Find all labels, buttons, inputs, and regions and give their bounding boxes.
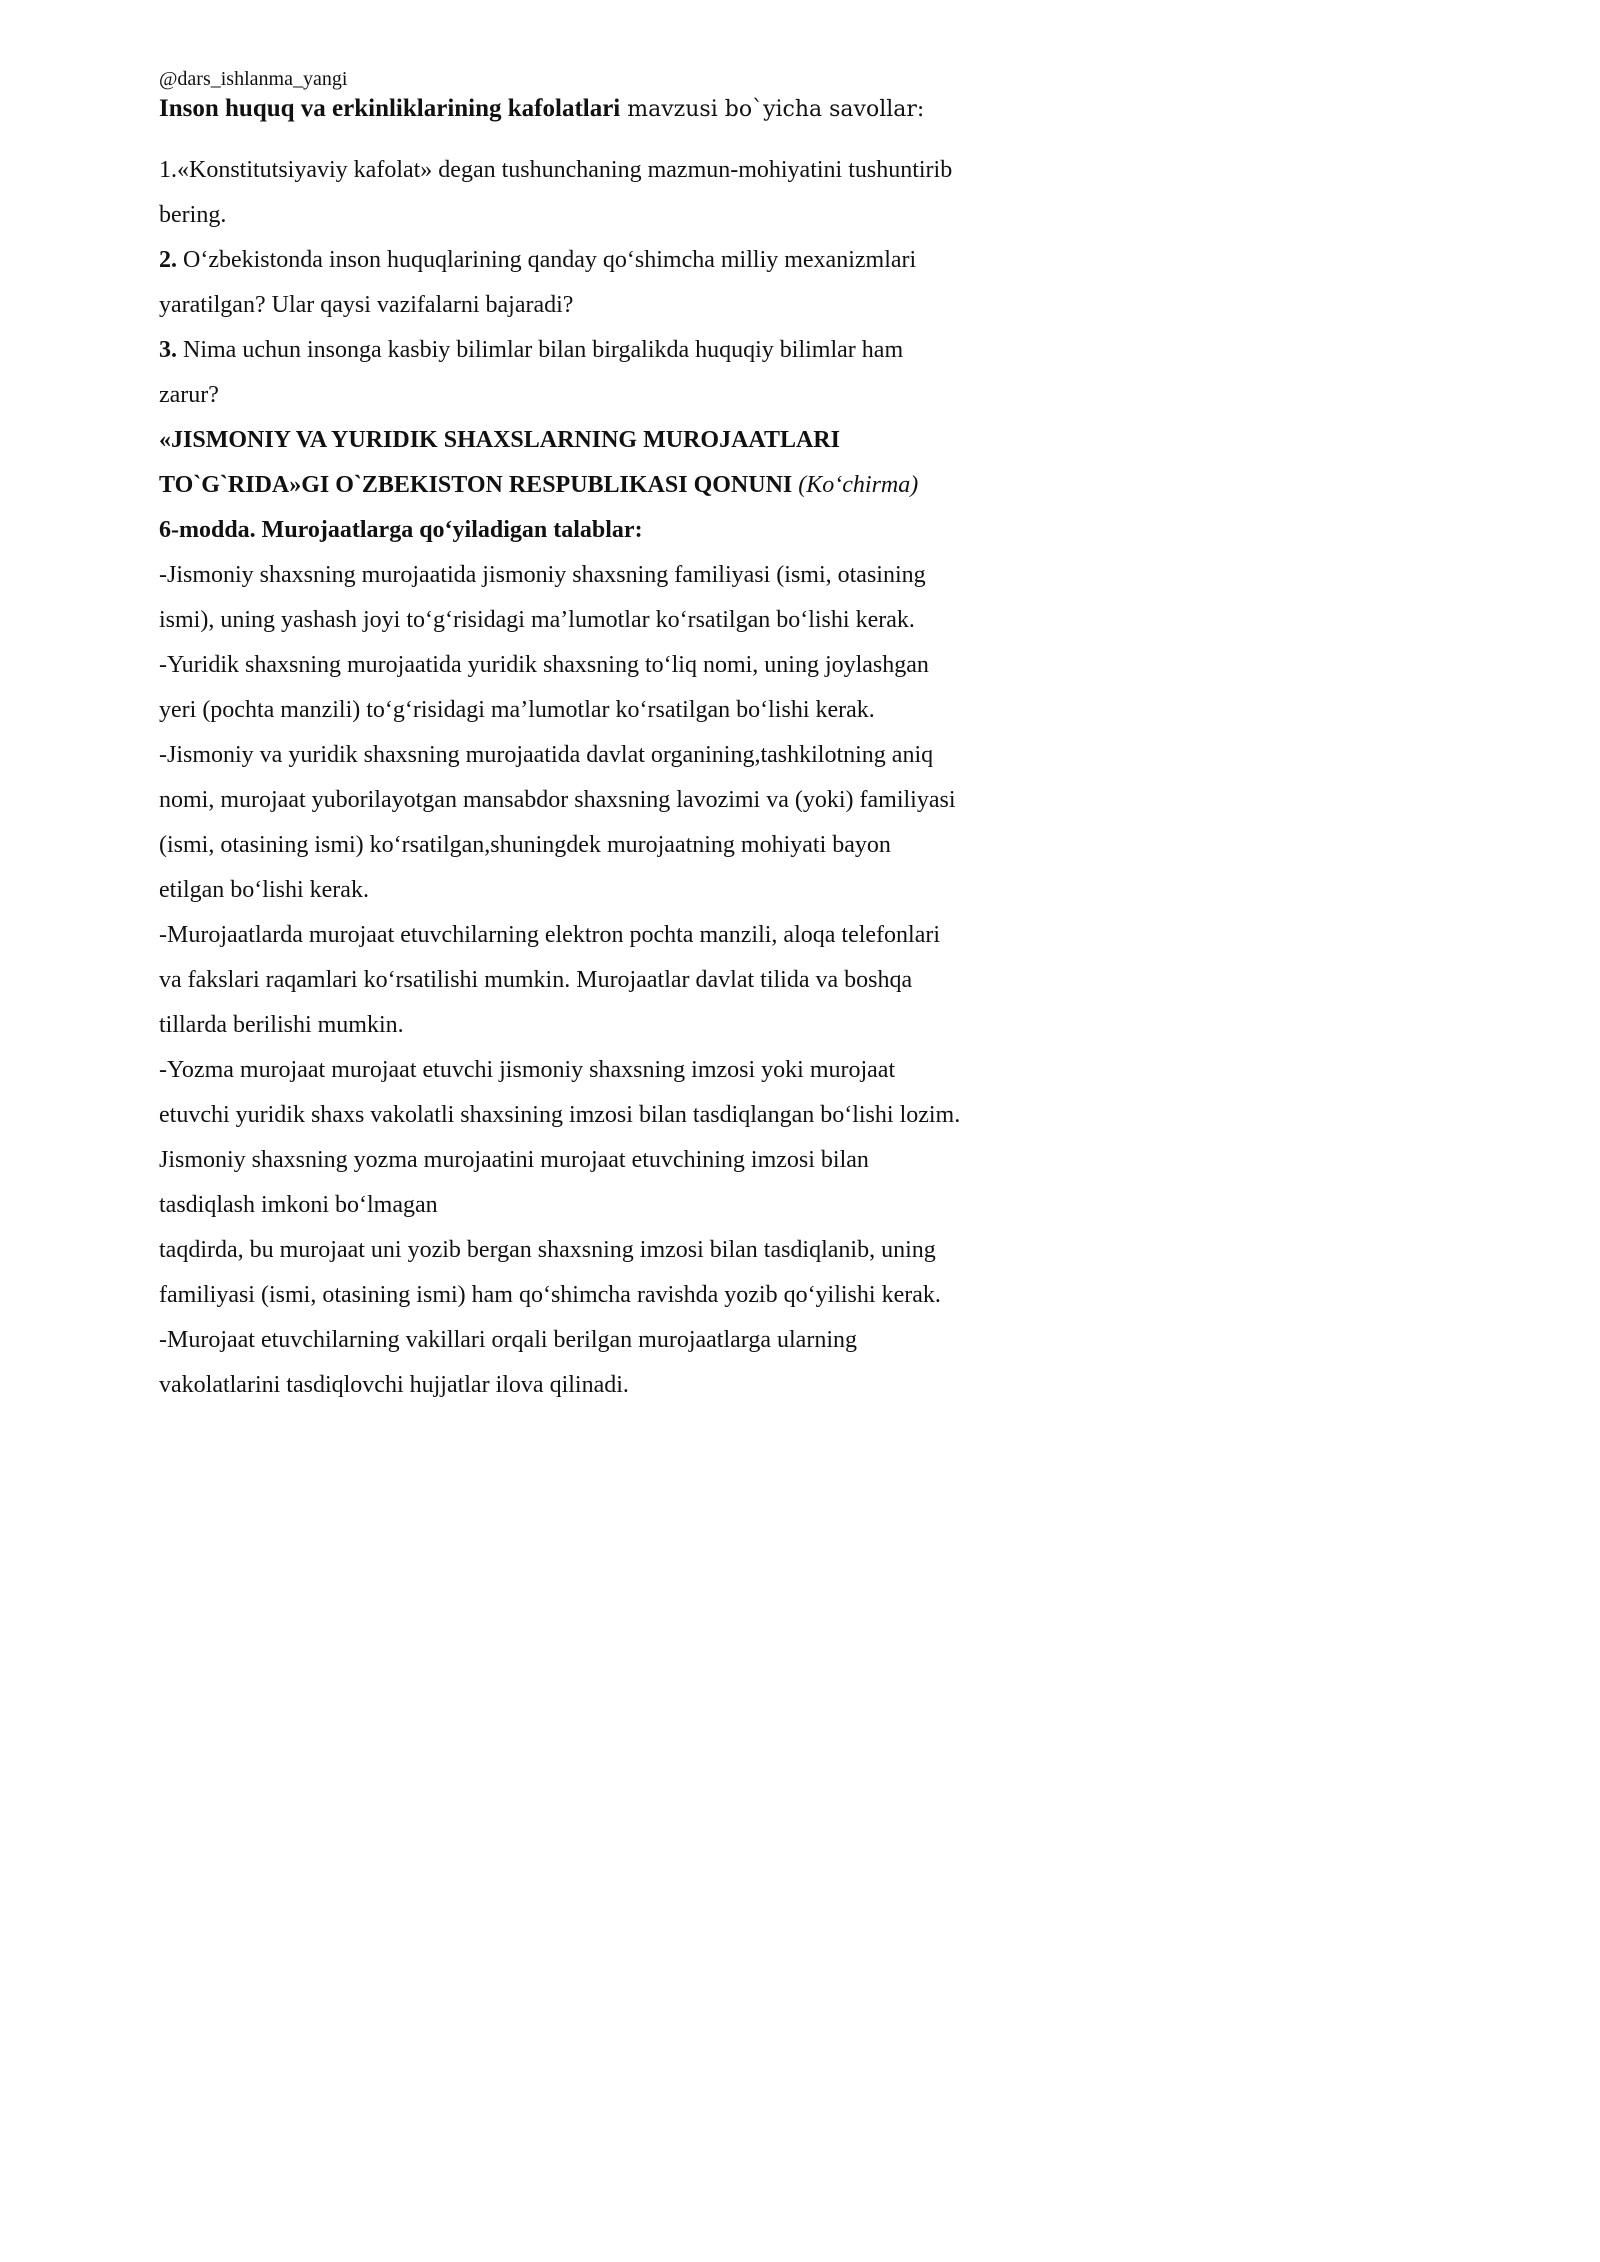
question-1-line-2: bering. [159,202,227,228]
body-line: etilgan bo‘lishi kerak. [159,877,369,903]
body-line: ismi), uning yashash joyi to‘g‘risidagi ma’lumotlar ko‘rsatilgan bo‘lishi kerak. [159,607,915,633]
law-title-text: TO`G`RIDA»GI O`ZBEKISTON RESPUBLIKASI QONUNI [159,472,799,498]
document-page [0,0,1120,1584]
body-line: taqdirda, bu murojaat uni yozib bergan shaxsning imzosi bilan tasdiqlanib, uning [159,1237,936,1263]
page-title [159,92,924,127]
article-heading: 6-modda. Murojaatlarga qo‘yiladigan talablar: [159,517,643,543]
law-title-line-2 [159,463,1039,508]
title-bold: Inson huquq va erkinliklarining kafolatlari [159,95,621,122]
body-line: nomi, murojaat yuborilayotgan mansabdor shaxsning lavozimi va (yoki) familiyasi [159,787,956,813]
question-1-line-1: 1.«Konstitutsiyaviy kafolat» degan tushunchaning mazmun-mohiyatini tushuntirib [159,157,953,183]
body-line: -Yozma murojaat murojaat etuvchi jismoniy shaxsning imzosi yoki murojaat [159,1057,896,1083]
body-line: vakolatlarini tasdiqlovchi hujjatlar ilova qilinadi. [159,1372,629,1398]
law-title-line-1: «JISMONIY VA YURIDIK SHAXSLARNING MUROJAATLARI [159,427,840,453]
question-3-line-2: zarur? [159,382,219,408]
document-body [159,148,1039,1408]
body-line: -Yuridik shaxsning murojaatida yuridik shaxsning to‘liq nomi, uning joylashgan [159,652,929,678]
question-2-line-1 [159,238,1039,283]
question-number: 2. [159,247,177,273]
question-number: 3. [159,337,177,363]
law-note: (Ko‘chirma) [798,472,919,498]
body-line: familiyasi (ismi, otasining ismi) ham qo‘shimcha ravishda yozib qo‘yilishi kerak. [159,1282,941,1308]
body-line: -Murojaat etuvchilarning vakillari orqali berilgan murojaatlarga ularning [159,1327,857,1353]
body-line: etuvchi yuridik shaxs vakolatli shaxsining imzosi bilan tasdiqlangan bo‘lishi lozim. [159,1102,961,1128]
body-line: tasdiqlash imkoni bo‘lmagan [159,1192,438,1218]
body-line: -Jismoniy shaxsning murojaatida jismoniy shaxsning familiyasi (ismi, otasining [159,562,926,588]
question-3-line-1 [159,328,1039,373]
body-line: Jismoniy shaxsning yozma murojaatini murojaat etuvchining imzosi bilan [159,1147,869,1173]
question-text: Nima uchun insonga kasbiy bilimlar bilan birgalikda huquqiy bilimlar ham [177,337,904,363]
body-line: tillarda berilishi mumkin. [159,1012,404,1038]
body-line: va fakslari raqamlari ko‘rsatilishi mumkin. Murojaatlar davlat tilida va boshqa [159,967,913,993]
body-line: -Jismoniy va yuridik shaxsning murojaatida davlat organining,tashkilotning aniq [159,742,934,768]
body-line: yeri (pochta manzili) to‘g‘risidagi ma’lumotlar ko‘rsatilgan bo‘lishi kerak. [159,697,875,723]
body-line: (ismi, otasining ismi) ko‘rsatilgan,shuningdek murojaatning mohiyati bayon [159,832,891,858]
title-rest: mavzusi bo`yicha savollar: [620,97,925,122]
body-line: -Murojaatlarda murojaat etuvchilarning elektron pochta manzili, aloqa telefonlari [159,922,941,948]
channel-handle: @dars_ishlanma_yangi [159,68,348,90]
question-text: O‘zbekistonda inson huquqlarining qanday qo‘shimcha milliy mexanizmlari [177,247,917,273]
question-2-line-2: yaratilgan? Ular qaysi vazifalarni bajaradi? [159,292,574,318]
